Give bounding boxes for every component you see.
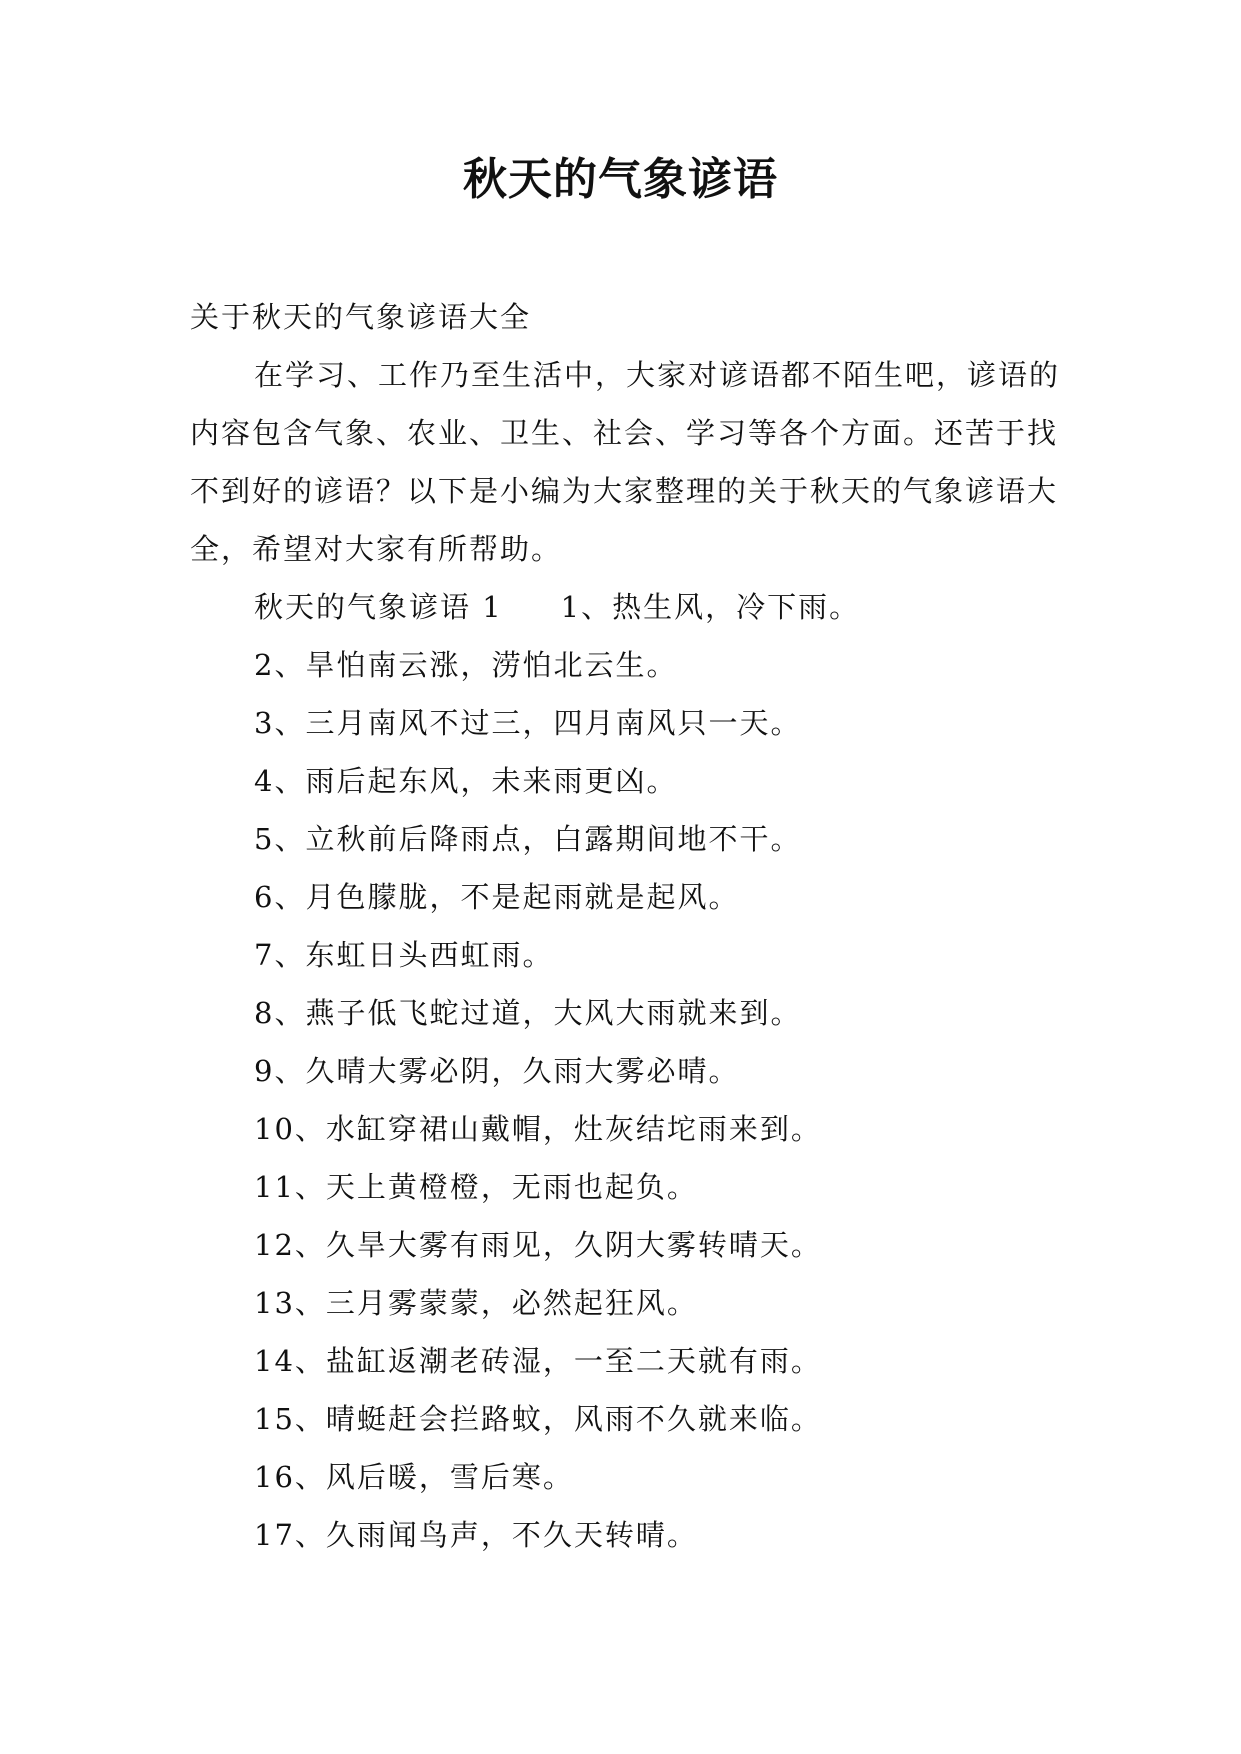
section-heading: 秋天的气象谚语 1 bbox=[254, 590, 503, 624]
proverb-item: 3、三月南风不过三，四月南风只一天。 bbox=[254, 706, 802, 740]
proverb-line bbox=[190, 578, 1070, 636]
document-title: 秋天的气象谚语 bbox=[463, 154, 778, 205]
proverb-item: 7、东虹日头西虹雨。 bbox=[254, 938, 554, 972]
proverb-item: 15、晴蜓赶会拦路蚊，风雨不久就来临。 bbox=[254, 1402, 822, 1436]
proverb-item: 11、天上黄橙橙，无雨也起负。 bbox=[254, 1170, 698, 1204]
proverb-item: 2、旱怕南云涨，涝怕北云生。 bbox=[254, 648, 678, 682]
document-subtitle: 关于秋天的气象谚语大全 bbox=[190, 300, 532, 334]
proverb-item: 9、久晴大雾必阴，久雨大雾必晴。 bbox=[254, 1054, 740, 1088]
proverb-item: 4、雨后起东风，未来雨更凶。 bbox=[254, 764, 678, 798]
proverb-item: 12、久旱大雾有雨见，久阴大雾转晴天。 bbox=[254, 1228, 822, 1262]
proverb-item: 13、三月雾蒙蒙，必然起狂风。 bbox=[254, 1286, 698, 1320]
intro-paragraph: 在学习、工作乃至生活中，大家对谚语都不陌生吧，谚语的内容包含气象、农业、卫生、社会、学习等各个方面。还苦于找不到好的谚语？以下是小编为大家整理的关于秋天的气象谚语大全，希望对大家有所帮助。 bbox=[190, 358, 1061, 566]
proverb-item: 1、热生风，冷下雨。 bbox=[560, 590, 861, 624]
proverb-item: 16、风后暖，雪后寒。 bbox=[254, 1460, 574, 1494]
proverb-item: 8、燕子低飞蛇过道，大风大雨就来到。 bbox=[254, 996, 802, 1030]
document-body bbox=[190, 288, 1070, 1564]
proverb-item: 5、立秋前后降雨点，白露期间地不干。 bbox=[254, 822, 802, 856]
proverb-item: 6、月色朦胧，不是起雨就是起风。 bbox=[254, 880, 740, 914]
proverb-item: 14、盐缸返潮老砖湿，一至二天就有雨。 bbox=[254, 1344, 822, 1378]
proverb-item: 17、久雨闻鸟声，不久天转晴。 bbox=[254, 1518, 698, 1552]
proverb-item: 10、水缸穿裙山戴帽，灶灰结坨雨来到。 bbox=[254, 1112, 822, 1146]
